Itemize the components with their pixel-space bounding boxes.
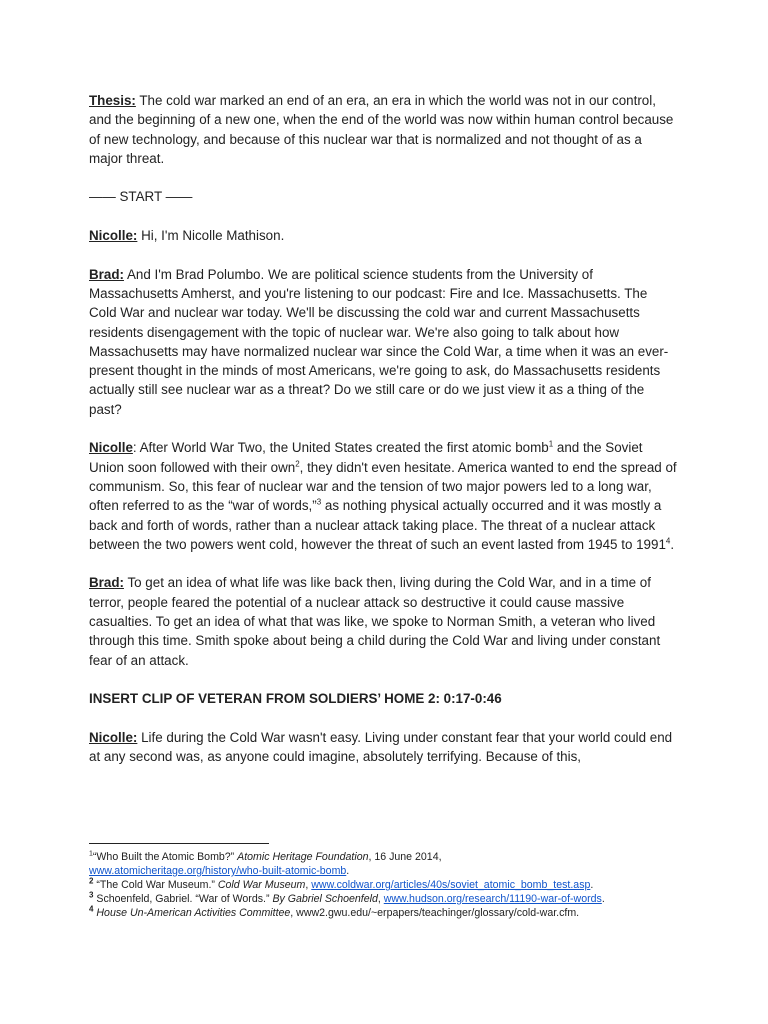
paragraph-text: Hi, I'm Nicolle Mathison. (137, 228, 285, 244)
footnote-text: “Who Built the Atomic Bomb?” (92, 851, 238, 863)
footnote-number: 3 (89, 890, 94, 900)
footnote-ref[interactable]: 2 (295, 459, 300, 469)
speaker-label: Nicolle (89, 440, 133, 456)
transcript-paragraph (89, 265, 677, 419)
paragraph-text: . (670, 536, 675, 552)
speaker-label: Nicolle: (89, 729, 138, 745)
paragraph-text: Life during the Cold War wasn't easy. Living under constant fear that your world could end at any second was, as anyone could imagine, absolutely terrifying. Because of this, (89, 729, 673, 765)
speaker-label: Brad: (89, 266, 124, 282)
transcript-paragraph (89, 438, 677, 554)
thesis-text: The cold war marked an end of an era, an era in which the world was not in our control, and the beginning of a new one, when the end of the world was now within human control because of new technology, and because of this nuclear war that is normalized and not thought of as a major threat. (89, 93, 674, 166)
footnote-source: By Gabriel Schoenfeld (272, 893, 378, 905)
footnote-text: . (346, 865, 350, 877)
paragraph-text: and the Soviet Union soon followed with their own (89, 440, 643, 475)
thesis-paragraph (89, 91, 677, 168)
footnote-link[interactable]: www.coldwar.org/articles/40s/soviet_atomic_bomb_test.asp (311, 879, 591, 891)
footnote-text: , www2.gwu.edu/~erpapers/teachinger/glossary/cold-war.cfm. (290, 907, 580, 919)
footnote-text: . (590, 879, 594, 891)
transcript-paragraph (89, 226, 677, 245)
footnote-link[interactable]: www.atomicheritage.org/history/who-built-atomic-bomb (89, 865, 347, 877)
footnotes-section (89, 850, 689, 920)
footnote-number: 2 (89, 876, 94, 886)
footnote-ref[interactable]: 3 (316, 497, 322, 507)
paragraph-text: as nothing physical actually occurred and it was mostly a back and forth of words, rather than a nuclear attack taking place. The threat of a nuclear attack between the two powers went cold, however the threat of such an event lasted from 1945 to 1991 (89, 498, 666, 552)
footnote-text: , 16 June 2014, (368, 851, 442, 863)
footnote-text: , (377, 893, 384, 905)
transcript-body (89, 91, 677, 786)
footnote-1-link-line (89, 864, 689, 878)
footnote-number: 1 (89, 850, 93, 858)
footnote-1 (89, 850, 689, 864)
paragraph-text: And I'm Brad Polumbo. We are political science students from the University of Massachusetts Amherst, and you're listening to our podcast: Fire and Ice. Massachusetts. The Cold War and nuclear war today. We'll be discussing the cold war and current Massachusetts residents disengagement with the topic of nuclear war. We're also going to talk about how Massachusetts may have normalized nuclear war since the Cold War, a time when it was an ever-present thought in the minds of most Americans, we're going to ask, do Massachusetts residents actually still see nuclear war as a threat? Do we still care or do we just view it as a thing of the past? (89, 266, 669, 417)
footnote-text: , (305, 879, 312, 891)
start-marker: —— START —— (89, 189, 193, 205)
transcript-paragraph (89, 728, 677, 767)
footnote-number: 4 (89, 904, 94, 914)
insert-clip-instruction: INSERT CLIP OF VETERAN FROM SOLDIERS’ HOME 2: 0:17-0:46 (89, 691, 502, 707)
footnote-link[interactable]: www.hudson.org/research/11190-war-of-words (383, 893, 602, 905)
transcript-paragraph (89, 573, 677, 669)
footnote-text: Schoenfeld, Gabriel. “War of Words.” (93, 893, 273, 905)
paragraph-text: To get an idea of what life was like back then, living during the Cold War, and in a time of terror, people feared the potential of a nuclear attack so destructive it could cause massive casualties. To get an idea of what that was like, we spoke to Norman Smith, a veteran who lived through this time. Smith spoke about being a child during the Cold War and living under constant fear of an attack. (89, 575, 661, 668)
footnote-divider (89, 843, 269, 844)
footnote-source: Cold War Museum (217, 879, 306, 891)
speaker-label: Brad: (89, 575, 124, 591)
footnote-source: House Un-American Activities Committee (96, 907, 291, 919)
footnote-ref[interactable]: 4 (665, 536, 671, 546)
footnote-2 (89, 878, 689, 892)
footnote-text: “The Cold War Museum.” (93, 879, 218, 891)
footnote-ref[interactable]: 1 (548, 439, 554, 449)
footnote-4 (89, 906, 689, 920)
paragraph-text: : After World War Two, the United States created the first atomic bomb (132, 440, 549, 456)
footnote-3 (89, 892, 689, 906)
paragraph-text: , they didn't even hesitate. America wanted to end the spread of communism. So, this fear of nuclear war and the tension of two major powers led to a long war, often referred to as the “war of words,” (89, 459, 677, 514)
speaker-label: Nicolle: (89, 228, 138, 244)
footnote-source: Atomic Heritage Foundation (237, 851, 369, 863)
footnote-text: . (601, 893, 605, 905)
thesis-label: Thesis: (89, 93, 136, 108)
